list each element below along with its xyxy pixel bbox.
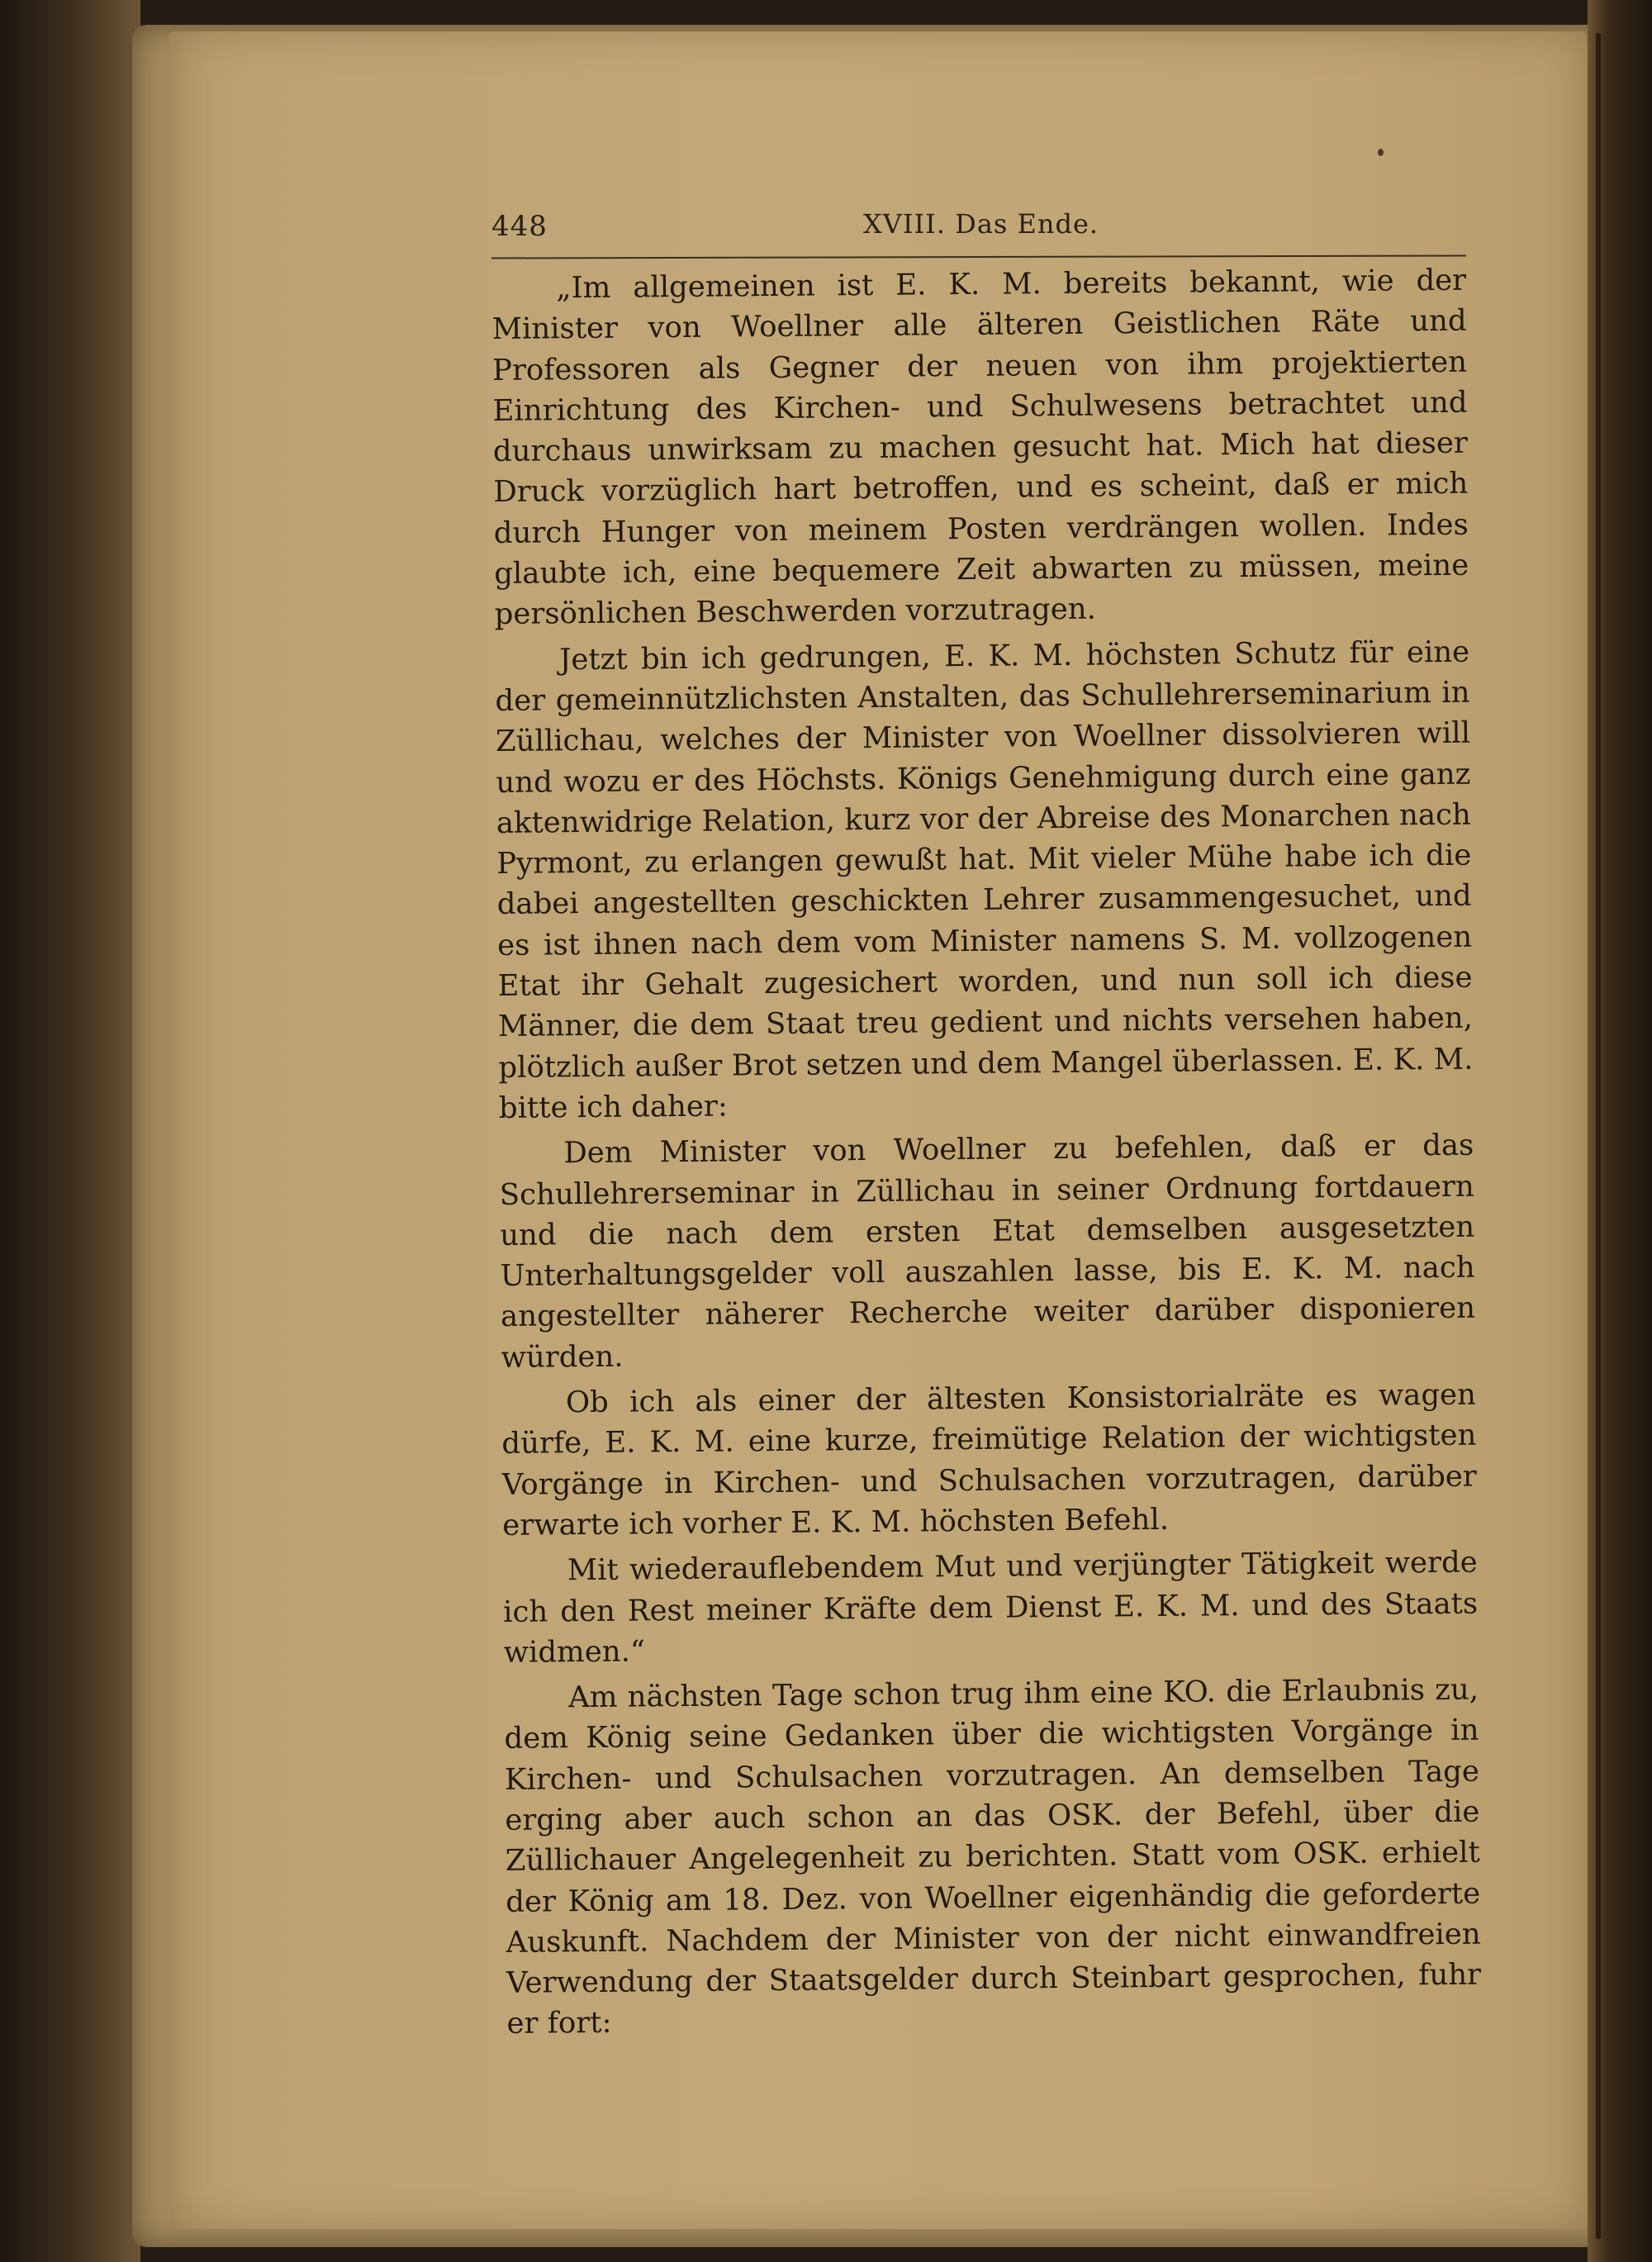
paper-speck	[1378, 149, 1384, 156]
paragraph: Am nächsten Tage schon trug ihm eine KO. die Erlaubnis zu, dem König seine Gedanken über die wichtigsten Vorgänge in Kirchen- und Schulsachen vorzutragen. An demselben Tage erging aber auch schon an das OSK. der Befehl, über die Züllichauer Angelegenheit zu berichten. Statt vom OSK. erhielt der König am 18. Dez. von Woellner eigenhändig die geforderte Auskunft. Nachdem der Minister von der nicht einwandfreien Verwendung der Staatsgelder durch Steinbart gesprochen, fuhr er fort:	[504, 1672, 1482, 2041]
paragraph: Mit wiederauflebendem Mut und verjüngter Tätigkeit werde ich den Rest meiner Kräfte dem Dienst E. K. M. und des Staats widmen.“	[503, 1545, 1479, 1670]
paragraph: Dem Minister von Woellner zu befehlen, daß er das Schullehrerseminar in Züllichau in seiner Ordnung fortdauern und die nach dem ersten Etat demselben ausgesetzten Unterhaltungsgelder voll auszahlen lasse, bis E. K. M. nach angestellter näherer Recherche weiter darüber disponieren würden.	[499, 1128, 1476, 1375]
page-header	[491, 207, 1466, 256]
gutter-line	[1596, 33, 1601, 2239]
paragraph: „Im allgemeinen ist E. K. M. bereits bekannt, wie der Minister von Woellner alle älteren Geistlichen Räte und Professoren als Gegner der neuen von ihm projektierten Einrichtung des Kirchen- und Schulwesens betrachtet und durchaus unwirksam zu machen gesucht hat. Mich hat dieser Druck vorzüglich hart betroffen, und es scheint, daß er mich durch Hunger von meinem Posten verdrängen wollen. Indes glaubte ich, eine bequemere Zeit abwarten zu müssen, meine persönlichen Beschwerden vorzutragen.	[491, 263, 1469, 632]
running-head: XVIII. Das Ende.	[863, 208, 1099, 240]
body-text	[491, 260, 1482, 2045]
page-number: 448	[491, 210, 548, 243]
paragraph: Ob ich als einer der ältesten Konsistorialräte es wagen dürfe, E. K. M. eine kurze, freimütige Relation der wichtigsten Vorgänge in Kirchen- und Schulsachen vorzutragen, darüber erwarte ich vorher E. K. M. höchsten Befehl.	[501, 1377, 1477, 1542]
book-cover-edge	[0, 0, 140, 2262]
paragraph: Jetzt bin ich gedrungen, E. K. M. höchsten Schutz für eine der gemeinnützlichsten Anstalten, das Schullehrerseminarium in Züllichau, welches der Minister von Woellner dissolvieren will und wozu er des Höchsts. Königs Genehmigung durch eine ganz aktenwidrige Relation, kurz vor der Abreise des Monarchen nach Pyrmont, zu erlangen gewußt hat. Mit vieler Mühe habe ich die dabei angestellten geschickten Lehrer zusammengesuchet, und es ist ihnen nach dem vom Minister namens S. M. vollzogenen Etat ihr Gehalt zugesichert worden, und nun soll ich diese Männer, die dem Staat treu gedient und nichts versehen haben, plötzlich außer Brot setzen und dem Mangel überlassen. E. K. M. bitte ich daher:	[495, 634, 1474, 1125]
